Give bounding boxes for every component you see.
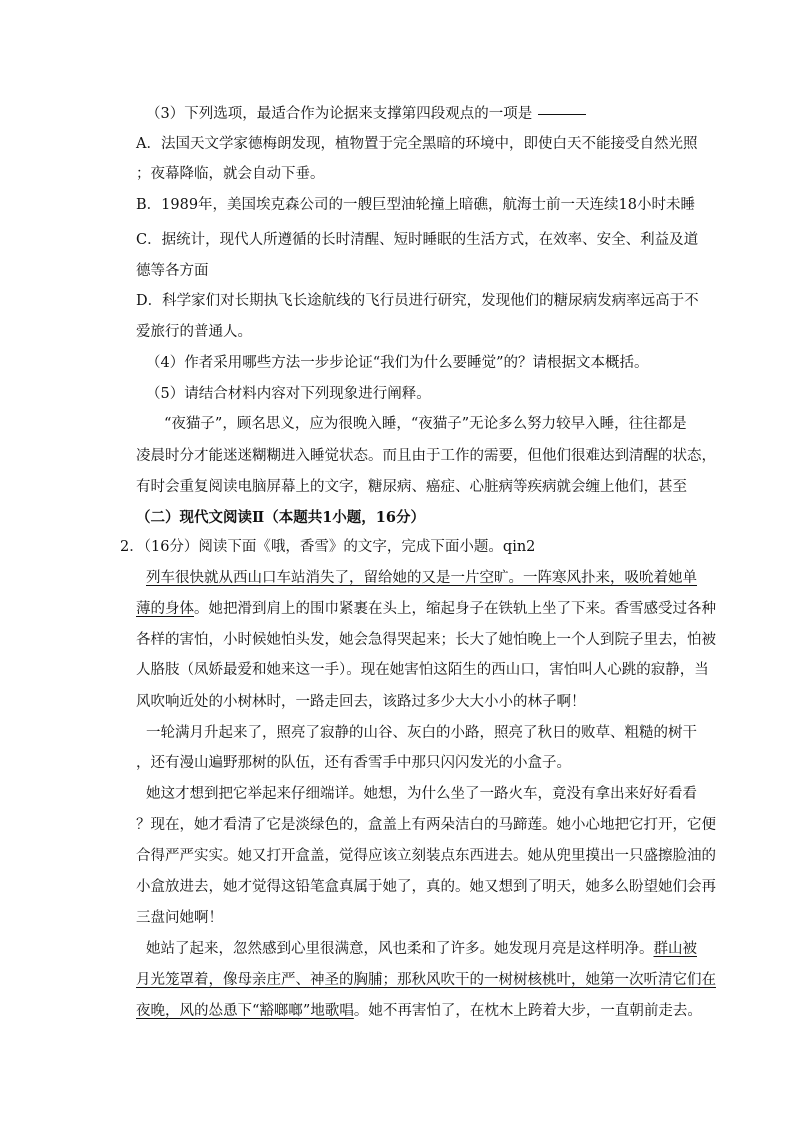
underlined-phrase: 薄的身体 — [136, 601, 194, 617]
passage-text: 她站了起来，忽然感到心里很满意，风也柔和了许多。她发现月亮是这样明净。 — [146, 941, 654, 957]
passage-p2-line2: ，还有漫山遍野那树的队伍，还有香雪手中那只闪闪发光的小盒子。 — [136, 755, 571, 771]
section-heading: （二）现代文阅读Ⅱ（本题共1小题，16分） — [136, 509, 425, 526]
q3-option-d-line1: D．科学家们对长期执飞长途航线的飞行员进行研究，发现他们的糖尿病发病率远高于不 — [136, 293, 699, 309]
q3-option-a-line1: A．法国天文学家德梅朗发现，植物置于完全黑暗的环境中，即使白天不能接受自然光照 — [136, 136, 698, 152]
q5-stem: （5）请结合材料内容对下列现象进行阐释。 — [146, 386, 431, 402]
q3-stem-text: （3）下列选项，最适合作为论据来支撑第四段观点的一项是 — [146, 106, 533, 122]
passage-p1-line5: 风吹响近处的小树林时，一路走回去，该路过多少大大小小的林子啊！ — [136, 694, 586, 710]
q5-material-line2: 凌晨时分才能迷迷糊糊进入睡觉状态。而且由于工作的需要，但他们很难达到清醒的状态， — [136, 448, 716, 464]
passage-p3-line4: 小盒放进去，她才觉得这铅笔盒真属于她了，真的。她又想到了明天，她多么盼望她们会再 — [136, 879, 716, 895]
passage-p3-line1: 她这才想到把它举起来仔细端详。她想，为什么坐了一路火车，竟没有拿出来好好看看 — [146, 786, 697, 802]
passage-text: 。她把滑到肩上的围巾紧裹在头上，缩起身子在铁轨上坐了下来。香雪感受过各种 — [194, 601, 716, 617]
question-2-stem: 2．（16分）阅读下面《哦，香雪》的文字，完成下面小题。qin2 — [120, 539, 536, 555]
q3-option-c-line1: C．据统计，现代人所遵循的长时清醒、短时睡眠的生活方式，在效率、安全、利益及道 — [136, 232, 699, 248]
passage-p4-line1 — [146, 939, 697, 959]
passage-p4-line3 — [136, 1001, 702, 1021]
passage-p1-line3: 各样的害怕，小时候她怕头发，她会急得哭起来；长大了她怕晚上一个人到院子里去，怕被 — [136, 632, 716, 648]
q5-material-line1: “夜猫子”，顾名思义，应为很晚入睡，“夜猫子”无论多么努力较早入睡，往往都是 — [164, 416, 687, 432]
passage-p3-line3: 合得严严实实。她又打开盒盖，觉得应该立刻装点东西进去。她从兜里摸出一只盛擦脸油的 — [136, 848, 716, 864]
q3-option-a-line2: ；夜幕降临，就会自动下垂。 — [136, 166, 325, 182]
underlined-phrase: 夜晚，风的怂恿下“豁啷啷”地歌唱 — [136, 1003, 354, 1019]
q3-stem — [146, 104, 586, 124]
passage-p4-line2: 月光笼罩着，像母亲庄严、神圣的胸脯；那秋风吹干的一树树核桃叶，她第一次听清它们在 — [136, 972, 716, 988]
q5-material-line3: 有时会重复阅读电脑屏幕上的文字，糖尿病、癌症、心脏病等疾病就会缠上他们，甚至 — [136, 479, 687, 495]
answer-blank — [538, 113, 586, 115]
passage-p2-line1: 一轮满月升起来了，照亮了寂静的山谷、灰白的小路，照亮了秋日的败草、粗糙的树干 — [146, 725, 697, 741]
q3-option-d-line2: 爱旅行的普通人。 — [136, 324, 252, 340]
passage-text: 。她不再害怕了，在枕木上跨着大步，一直朝前走去。 — [353, 1003, 702, 1019]
passage-p3-line5: 三盘问她啊！ — [136, 910, 223, 926]
q3-option-c-line2: 德等各方面 — [136, 263, 209, 279]
passage-p1-line4: 人胳肢（凤娇最爱和她来这一手）。现在她害怕这陌生的西山口，害怕叫人心跳的寂静，当 — [136, 662, 709, 678]
q3-option-b: B．1989年，美国埃克森公司的一艘巨型油轮撞上暗礁，航海士前一天连续18小时未睡 — [136, 197, 696, 213]
passage-p1-line2 — [136, 599, 716, 619]
underlined-phrase: 群山被 — [653, 941, 697, 957]
passage-p3-line2: ？现在，她才看清了它是淡绿色的，盒盖上有两朵洁白的马蹄莲。她小心地把它打开，它便 — [136, 817, 716, 833]
q4-stem: （4）作者采用哪些方法一步步论证“我们为什么要睡觉”的？请根据文本概括。 — [146, 355, 649, 371]
passage-p1-line1: 列车很快就从西山口车站消失了，留给她的又是一片空旷。一阵寒风扑来，吸吮着她单 — [146, 570, 697, 586]
